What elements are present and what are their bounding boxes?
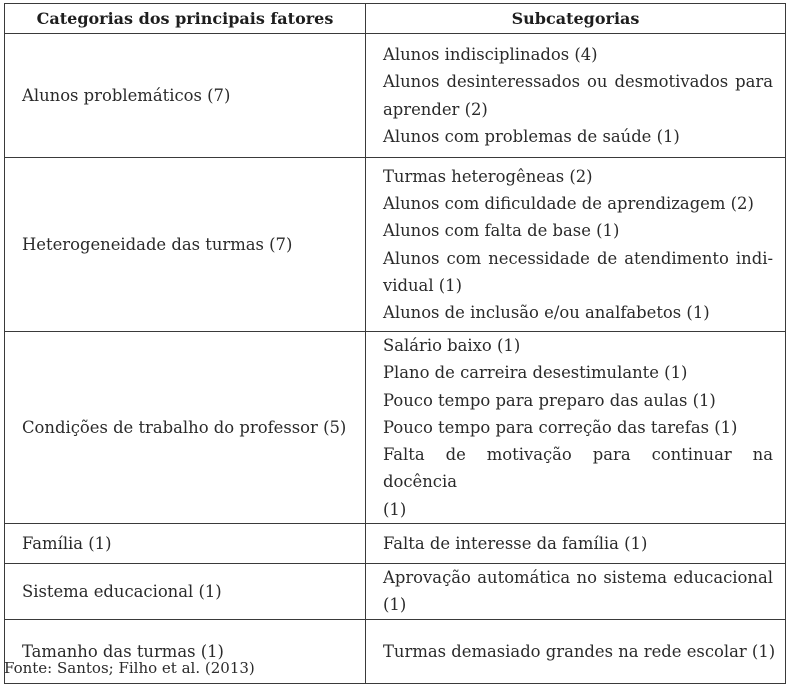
categories-table: [4, 3, 786, 684]
subcategory-item: Alunos indisciplinados (4): [383, 44, 598, 64]
category-cell: Sistema educacional (1): [5, 564, 366, 620]
subcategory-item: Pouco tempo para preparo das aulas (1): [383, 390, 716, 410]
subcategory-item: vidual (1): [383, 275, 462, 295]
subcategory-item: Falta de motivação para continuar na docência: [383, 445, 773, 492]
source-note: Fonte: Santos; Filho et al. (2013): [4, 659, 255, 677]
category-cell: Tamanho das turmas (1): [5, 619, 366, 683]
subcategory-item: Aprovação automática no sistema educacional: [383, 568, 773, 588]
subcategory-item: (1): [383, 595, 407, 615]
subcategory-item: Pouco tempo para correção das tarefas (1): [383, 417, 738, 437]
subcategory-cell: [366, 34, 786, 158]
subcategory-cell: [366, 564, 786, 620]
subcategory-item: (1): [383, 499, 407, 519]
subcategory-item: aprender (2): [383, 99, 488, 119]
subcategory-cell: [366, 332, 786, 524]
table-row: [5, 158, 786, 332]
table-row: [5, 332, 786, 524]
category-cell: Condições de trabalho do professor (5): [5, 332, 366, 524]
header-row: [5, 4, 786, 34]
header-subcategory: Subcategorias: [366, 4, 786, 34]
subcategory-item: Alunos com falta de base (1): [383, 221, 620, 241]
subcategory-item: Falta de interesse da família (1): [383, 533, 648, 553]
category-cell: Alunos problemáticos (7): [5, 34, 366, 158]
subcategory-item: Turmas demasiado grandes na rede escolar (1): [383, 641, 776, 661]
header-category: Categorias dos principais fatores: [5, 4, 366, 34]
subcategory-item: Plano de carreira desestimulante (1): [383, 363, 688, 383]
subcategory-cell: [366, 158, 786, 332]
subcategory-item: Alunos com dificuldade de aprendizagem (2): [383, 193, 754, 213]
table-row: [5, 34, 786, 158]
subcategory-cell: [366, 619, 786, 683]
category-cell: Família (1): [5, 524, 366, 564]
subcategory-cell: [366, 524, 786, 564]
subcategory-item: Alunos de inclusão e/ou analfabetos (1): [383, 303, 710, 323]
subcategory-item: Alunos com problemas de saúde (1): [383, 126, 680, 146]
subcategory-item: Turmas heterogêneas (2): [383, 166, 593, 186]
subcategory-item: Salário baixo (1): [383, 336, 521, 355]
subcategory-item: Alunos desinteressados ou desmotivados para: [383, 72, 773, 92]
table-row: [5, 524, 786, 564]
table-row: [5, 564, 786, 620]
category-cell: Heterogeneidade das turmas (7): [5, 158, 366, 332]
subcategory-item: Alunos com necessidade de atendimento indi-: [383, 248, 773, 268]
